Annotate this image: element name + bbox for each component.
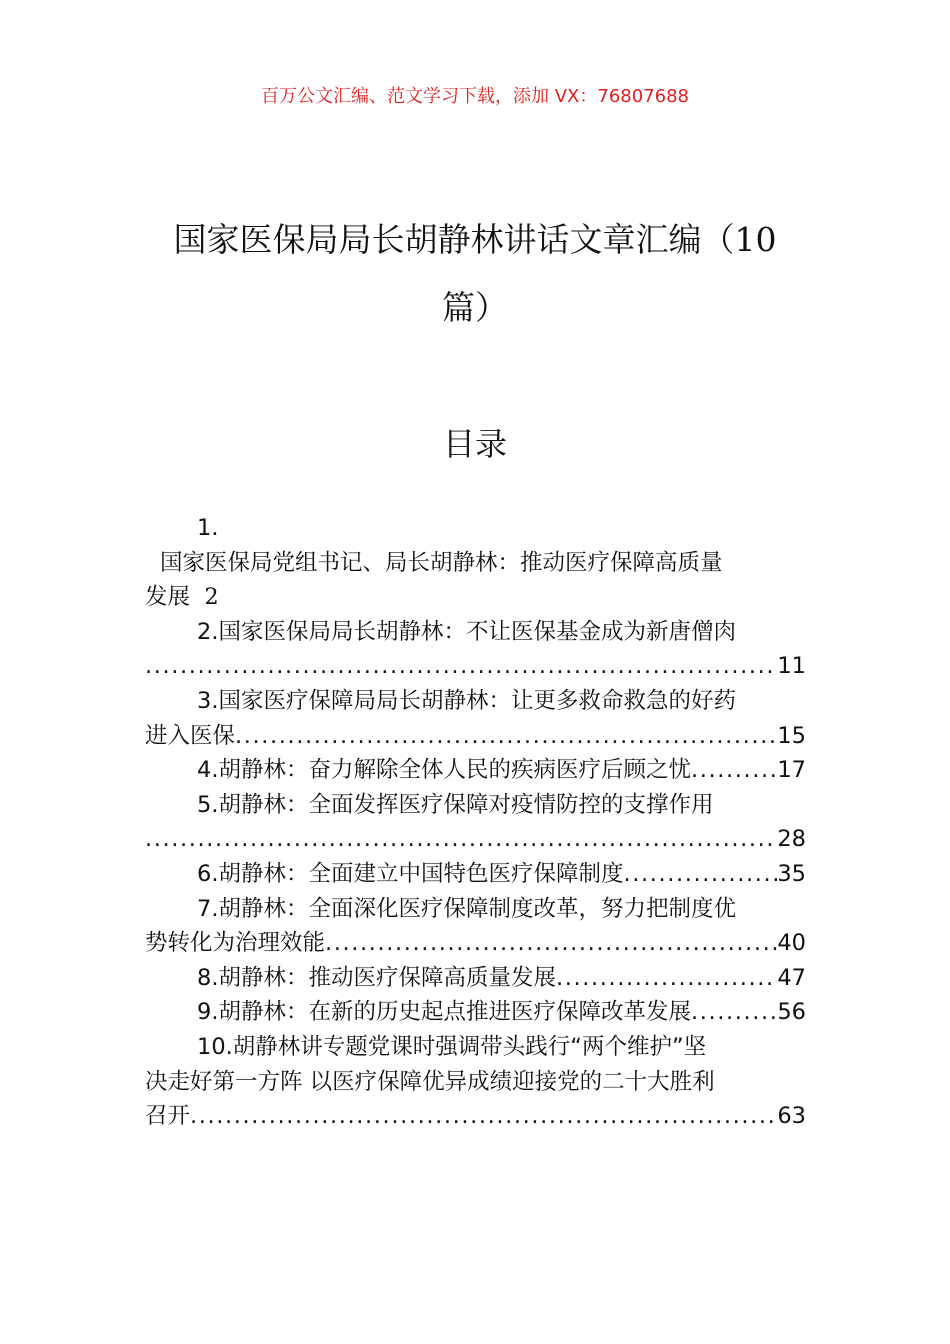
document-title [145,206,805,342]
toc-leader-line [145,926,806,961]
toc-entry-3[interactable] [145,684,806,753]
toc-page-number: 28 [777,826,806,853]
toc-dot-leader [623,857,777,892]
toc-entry-7[interactable] [145,892,806,961]
toc-entry-8[interactable] [145,961,806,996]
toc-entry-text-tail: 发展 [145,584,191,611]
toc-page-number: 40 [777,930,806,957]
toc-entry-text-tail: 召开 [145,1103,191,1130]
toc-entry-text: 10.胡静林讲专题党课时强调带头践行“两个维护”坚 [197,1033,707,1060]
toc-entry-10[interactable] [145,1030,806,1134]
toc-entry-text: 4.胡静林：奋力解除全体人民的疾病医疗后顾之忧 [197,757,691,784]
toc-entry-1[interactable] [145,511,806,615]
document-title-line-2: 篇） [442,288,508,327]
toc-dot-leader [691,753,777,788]
title-count: 10 [734,220,777,259]
toc-entry-text: 5.胡静林：全面发挥医疗保障对疫情防控的支撑作用 [197,791,714,818]
toc-page-number: 35 [777,860,806,887]
toc-leader-line [145,1099,806,1134]
toc-page-number: 15 [777,722,806,749]
toc-leader-line [145,753,806,788]
toc-entry-2[interactable] [145,615,806,684]
toc-leader-line [145,719,806,754]
document-title-line-1 [145,206,805,274]
toc-dot-leader [325,926,777,961]
toc-dot-leader [691,995,777,1030]
toc-page-number: 11 [777,653,806,680]
toc-entry-text-cont: 决走好第一方阵 以医疗保障优异成绩迎接党的二十大胜利 [145,1068,715,1095]
toc-page-number: 56 [777,999,806,1026]
toc-entry-number: 1. [197,515,219,541]
toc-leader-line [145,961,806,996]
toc-entry-9[interactable] [145,995,806,1030]
toc-heading: 目录 [442,425,507,463]
table-of-contents [145,511,806,1134]
toc-entry-text: 2.国家医保局局长胡静林：不让医保基金成为新唐僧肉 [197,618,736,645]
toc-entry-text-tail: 势转化为治理效能 [145,930,326,957]
toc-entry-text-tail: 进入医保 [145,722,236,749]
toc-page-number: 17 [777,757,806,784]
toc-entry-text: 7.胡静林：全面深化医疗保障制度改革，努力把制度优 [197,895,736,922]
toc-entry-text: 国家医保局党组书记、局长胡静林：推动医疗保障高质量 [160,549,723,576]
toc-dot-leader [190,1099,777,1134]
toc-entry-text: 3.国家医疗保障局局长胡静林：让更多救命救急的好药 [197,687,736,714]
toc-dot-leader [145,822,777,857]
toc-entry-text: 9.胡静林：在新的历史起点推进医疗保障改革发展 [197,999,691,1026]
toc-leader-line [145,857,806,892]
toc-dot-leader [145,649,777,684]
toc-entry-text: 6.胡静林：全面建立中国特色医疗保障制度 [197,860,624,887]
toc-leader-line [145,822,806,857]
toc-leader-line [145,649,806,684]
toc-entry-text: 8.胡静林：推动医疗保障高质量发展 [197,964,556,991]
toc-entry-6[interactable] [145,857,806,892]
toc-page-number: 2 [204,584,219,611]
toc-entry-text-cont [145,580,806,615]
toc-page-number: 63 [777,1103,806,1130]
toc-page-number: 47 [777,964,806,991]
toc-entry-5[interactable] [145,788,806,857]
title-text: 国家医保局局长胡静林讲话文章汇编（ [173,220,735,259]
toc-leader-line [145,995,806,1030]
toc-dot-leader [556,961,777,996]
toc-dot-leader [235,719,777,754]
toc-entry-4[interactable] [145,753,806,788]
watermark-banner: 百万公文汇编、范文学习下载，添加 VX：76807688 [261,86,689,107]
